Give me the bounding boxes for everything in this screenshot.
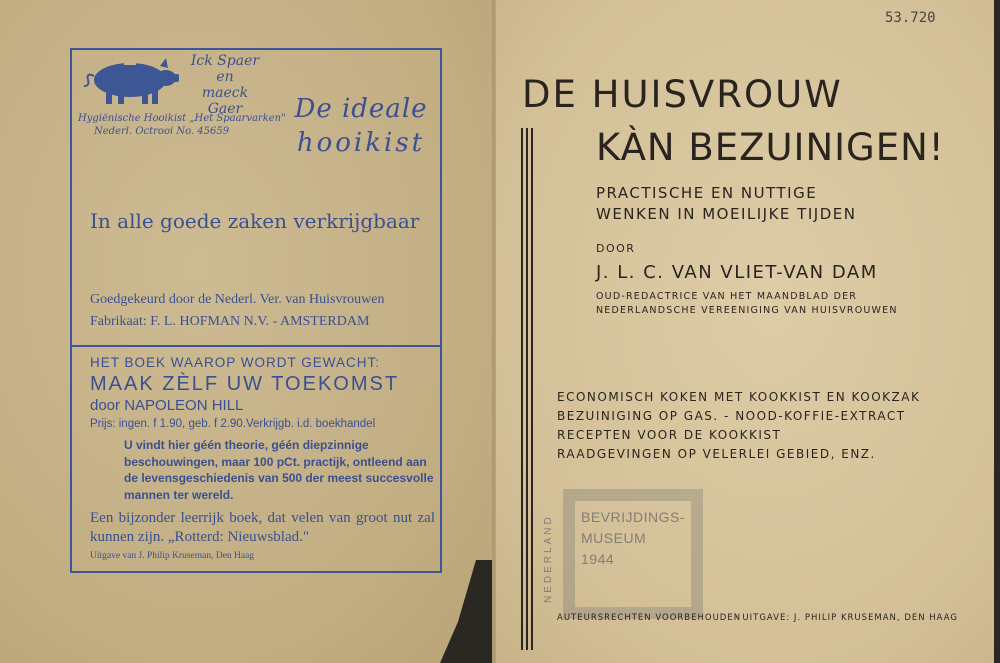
motto: [185, 53, 265, 117]
stamp-country: NEDERLAND: [543, 514, 554, 604]
subtitle-line-1: PRACTISCHE EN NUTTIGE: [596, 184, 818, 202]
title-line-1: DE HUISVROUW: [522, 73, 843, 116]
left-publisher: Uitgave van J. Philip Kruseman, Den Haag: [90, 551, 255, 561]
bar: [526, 128, 528, 650]
motto-line: Ick Spaer: [190, 53, 260, 69]
availability-text: In alle goede zaken verkrijgbaar: [90, 209, 420, 233]
approval-line-1: Goedgekeurd door de Nederl. Ver. van Huisvrouwen: [90, 292, 385, 307]
page-edge: [994, 0, 1000, 663]
patent-line-2: Nederl. Octrooi No. 45659: [94, 126, 230, 137]
ideal-line-2: hooikist: [296, 128, 426, 158]
stamp-line: MUSEUM: [581, 530, 647, 546]
book-heading: HET BOEK WAAROP WORDT GEWACHT:: [90, 355, 381, 370]
author-name: J. L. C. VAN VLIET-VAN DAM: [596, 262, 878, 283]
right-publisher: · UITGAVE: J. PHILIP KRUSEMAN, DEN HAAG: [735, 613, 958, 623]
patent-text: [78, 112, 288, 138]
subtitle: [596, 183, 916, 225]
ideal-line-1: De ideale: [294, 94, 428, 124]
author-role: [596, 290, 898, 318]
pig-logo-icon: [80, 54, 180, 108]
contents-item: ECONOMISCH KOKEN MET KOOKKIST EN KOOKZAK: [557, 390, 921, 404]
decorative-bars: [521, 128, 533, 650]
title-line-2: KÀN BEZUINIGEN!: [596, 126, 945, 169]
contents-item: RECEPTEN VOOR DE KOOKKIST: [557, 428, 782, 442]
book-price: Prijs: ingen. f 1.90, geb. f 2.90.Verkrijgb. i.d. boekhandel: [90, 418, 376, 430]
patent-line-1: Hygiënische Hooikist „Het Spaarvarken": [78, 113, 286, 124]
manufacturer-line: Fabrikaat: F. L. HOFMAN N.V. - AMSTERDAM: [90, 314, 370, 329]
contents-list: [557, 388, 920, 464]
contents-item: RAADGEVINGEN OP VELERLEI GEBIED, ENZ.: [557, 447, 876, 461]
book-blurb: U vindt hier géén theorie, géén diepzinnige beschouwingen, maar 100 pCt. practijk, ontleend aan de levensgeschiedenis van 500 der meest succesvolle mannen ter wereld.: [124, 438, 434, 502]
bar: [531, 128, 533, 650]
stamp-line: BEVRIJDINGS-: [581, 509, 686, 525]
stamp-text: [581, 507, 685, 570]
book-author: door NAPOLEON HILL: [90, 397, 244, 414]
ideal-hooikist-heading: [286, 92, 436, 160]
bar: [521, 128, 523, 650]
role-line-2: NEDERLANDSCHE VEREENIGING VAN HUISVROUWEN: [596, 305, 898, 316]
book-review: Een bijzonder leerrijk boek, dat velen van groot nut zal kunnen zijn. „Rotterd: Nieuwsblad.": [90, 510, 435, 545]
by-label: DOOR: [596, 242, 636, 255]
approval-text: [90, 289, 435, 333]
stamp-line: 1944: [581, 551, 615, 567]
archive-number: 53.720: [885, 10, 936, 26]
motto-line: maeck Gaer: [201, 85, 249, 117]
contents-item: BEZUINIGING OP GAS. - NOOD-KOFFIE-EXTRACT: [557, 409, 906, 423]
motto-line: en: [216, 69, 234, 85]
book-title: MAAK ZÈLF UW TOEKOMST: [90, 373, 400, 395]
copyright-notice: AUTEURSRECHTEN VOORBEHOUDEN: [557, 613, 742, 623]
subtitle-line-2: WENKEN IN MOEILIJKE TIJDEN: [596, 205, 857, 223]
museum-stamp: [541, 483, 699, 633]
role-line-1: OUD-REDACTRICE VAN HET MAANDBLAD DER: [596, 291, 858, 302]
advert-divider: [70, 345, 442, 347]
